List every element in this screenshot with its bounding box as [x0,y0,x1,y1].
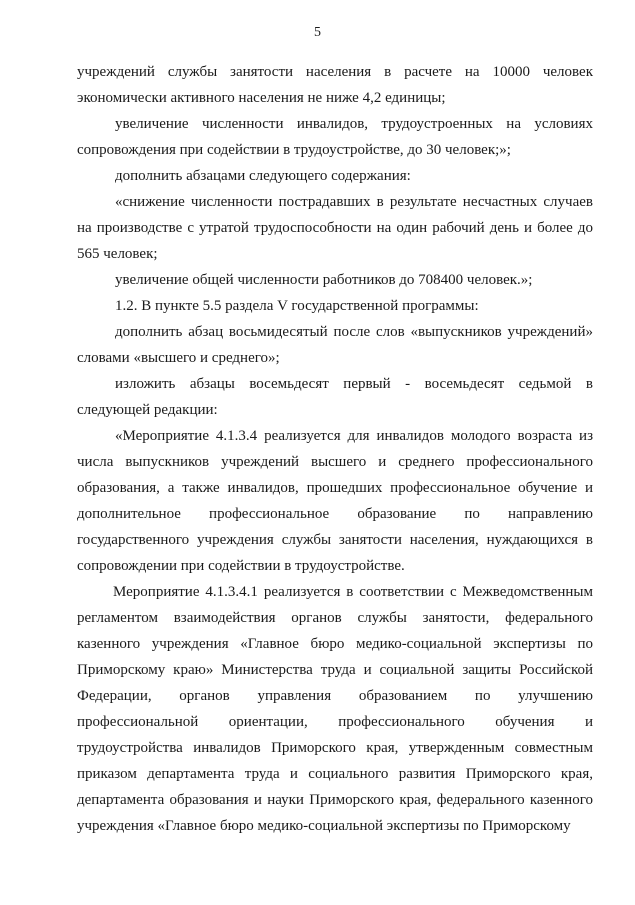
paragraph-4: «снижение численности пострадавших в результате несчастных случаев на производстве с утратой трудоспособности на один рабочий день и более до 565 человек; [77,194,593,262]
paragraph-9: «Мероприятие 4.1.3.4 реализуется для инвалидов молодого возраста из числа выпускников учреждений высшего и среднего профессионального образования, а также инвалидов, прошедших профессиональное обучение и дополнительное профессиональное образование по направлению государственного учреждения службы занятости населения, нуждающихся в сопровождении при содействии в трудоустройстве. [77,428,593,574]
paragraph-5: увеличение общей численности работников до 708400 человек.»; [115,272,533,288]
paragraph-8: изложить абзацы восемьдесят первый - восемьдесят седьмой в следующей редакции: [77,376,593,418]
document-body [77,59,593,839]
paragraph-1: учреждений службы занятости населения в расчете на 10000 человек экономически активного населения не ниже 4,2 единицы; [77,64,593,106]
paragraph-10: Мероприятие 4.1.3.4.1 реализуется в соответствии с Межведомственным регламентом взаимодействия органов службы занятости, федерального казенного учреждения «Главное бюро медико-социальной экспертизы по Приморскому краю» Министерства труда и социальной защиты Российской Федерации, органов управления образованием по улучшению профессиональной ориентации, профессионального обучения и трудоустройства инвалидов Приморского края, утвержденным совместным приказом департамента труда и социального развития Приморского края, департамента образования и науки Приморского края, федерального казенного учреждения «Главное бюро медико-социальной экспертизы по Приморскому [77,584,593,834]
paragraph-6: 1.2. В пункте 5.5 раздела V государственной программы: [115,298,479,314]
paragraph-2: увеличение численности инвалидов, трудоустроенных на условиях сопровождения при содействии в трудоустройстве, до 30 человек;»; [77,116,593,158]
page-number: 5 [314,25,321,40]
paragraph-7: дополнить абзац восьмидесятый после слов «выпускников учреждений» словами «высшего и среднего»; [77,324,593,366]
paragraph-3: дополнить абзацами следующего содержания: [115,168,411,184]
